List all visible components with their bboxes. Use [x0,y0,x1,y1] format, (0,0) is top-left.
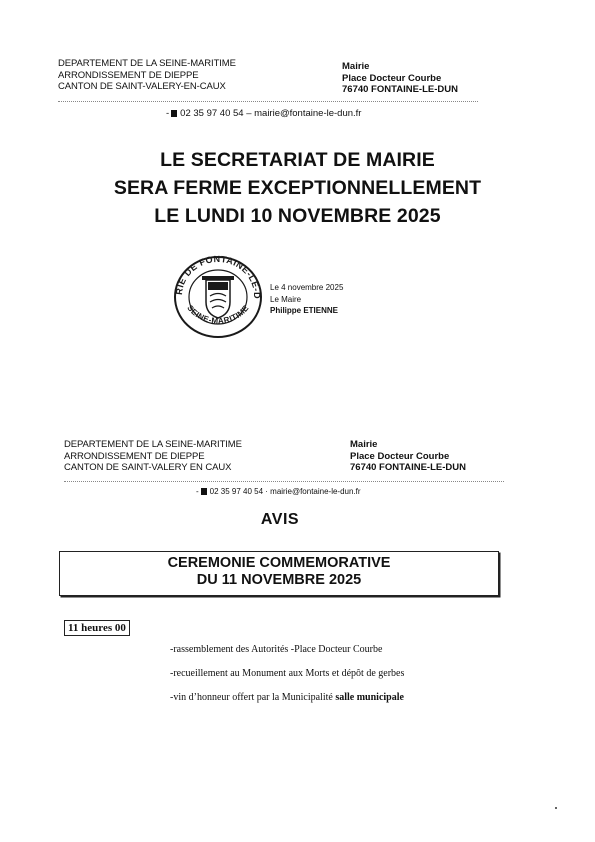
signature-block [270,282,343,317]
ceremony-time: 11 heures 00 [64,620,130,636]
department-line: DEPARTEMENT DE LA SEINE-MARITIME [64,439,242,450]
signature-name: Philippe ETIENNE [270,306,339,315]
stamp-seal-icon [168,250,268,342]
ceremony-line-1: CEREMONIE COMMEMORATIVE [167,555,391,571]
mairie-label: Mairie [350,439,378,450]
contact-text: 02 35 97 40 54 · mairie@fontaine-le-dun.fr [209,487,361,496]
header-contact: - 02 35 97 40 54 – mairie@fontaine-le-dun.fr [166,108,362,119]
arrondissement-line: ARRONDISSEMENT DE DIEPPE [64,450,205,462]
mairie-city: 76740 FONTAINE-LE-DUN [350,462,466,473]
ceremony-box [59,551,499,596]
mairie-street: Place Docteur Courbe [342,72,442,84]
arrondissement-line: ARRONDISSEMENT DE DIEPPE [58,69,199,81]
mairie-city: 76740 FONTAINE-LE-DUN [342,84,458,95]
ceremony-line-2: DU 11 NOVEMBRE 2025 [196,572,362,588]
header-mairie-block [342,61,458,96]
contact-text: 02 35 97 40 54 – mairie@fontaine-le-dun.fr [180,108,362,119]
program-item-2: -recueillement au Monument aux Morts et dépôt de gerbes [170,668,405,679]
mairie-stamp [168,250,268,342]
canton-line: CANTON DE SAINT-VALERY EN CAUX [64,462,232,473]
department-line: DEPARTEMENT DE LA SEINE-MARITIME [58,58,236,69]
header2-contact: - 02 35 97 40 54 · mairie@fontaine-le-dun.fr [196,487,361,496]
avis-title: AVIS [260,511,300,528]
mairie-street: Place Docteur Courbe [350,450,450,462]
closure-notice [0,146,595,230]
stamp-bottom-text: SEINE-MARITIME [185,303,251,326]
program-item-3-text: -vin d’honneur offert par la Municipalité [170,692,336,703]
program-item-3-venue: salle municipale [335,692,404,703]
notice-line-2: SERA FERME EXCEPTIONNELLEMENT [113,177,482,199]
header2-mairie-block [350,439,466,474]
header-admin-block [58,58,236,93]
header2-admin-block [64,439,242,474]
header-divider [58,101,478,102]
canton-line: CANTON DE SAINT-VALERY-EN-CAUX [58,81,226,92]
phone-icon [171,110,177,117]
svg-text:MAIRIE DE FONTAINE-LE-DUN [168,250,262,299]
signature-title: Le Maire [270,294,302,304]
phone-icon [201,488,207,495]
stamp-top-text: RIE DE FONTAINE-LE-D [173,253,263,300]
notice-line-1: LE SECRETARIAT DE MAIRIE [160,149,435,171]
signature-date: Le 4 novembre 2025 [270,283,344,292]
program-item-1: -rassemblement des Autorités -Place Docteur Courbe [170,644,383,655]
notice-line-3: LE LUNDI 10 NOVEMBRE 2025 [154,205,441,227]
mairie-label: Mairie [342,61,370,72]
program-item-3 [170,692,404,703]
scan-speck [555,807,557,809]
header2-divider [64,481,504,482]
